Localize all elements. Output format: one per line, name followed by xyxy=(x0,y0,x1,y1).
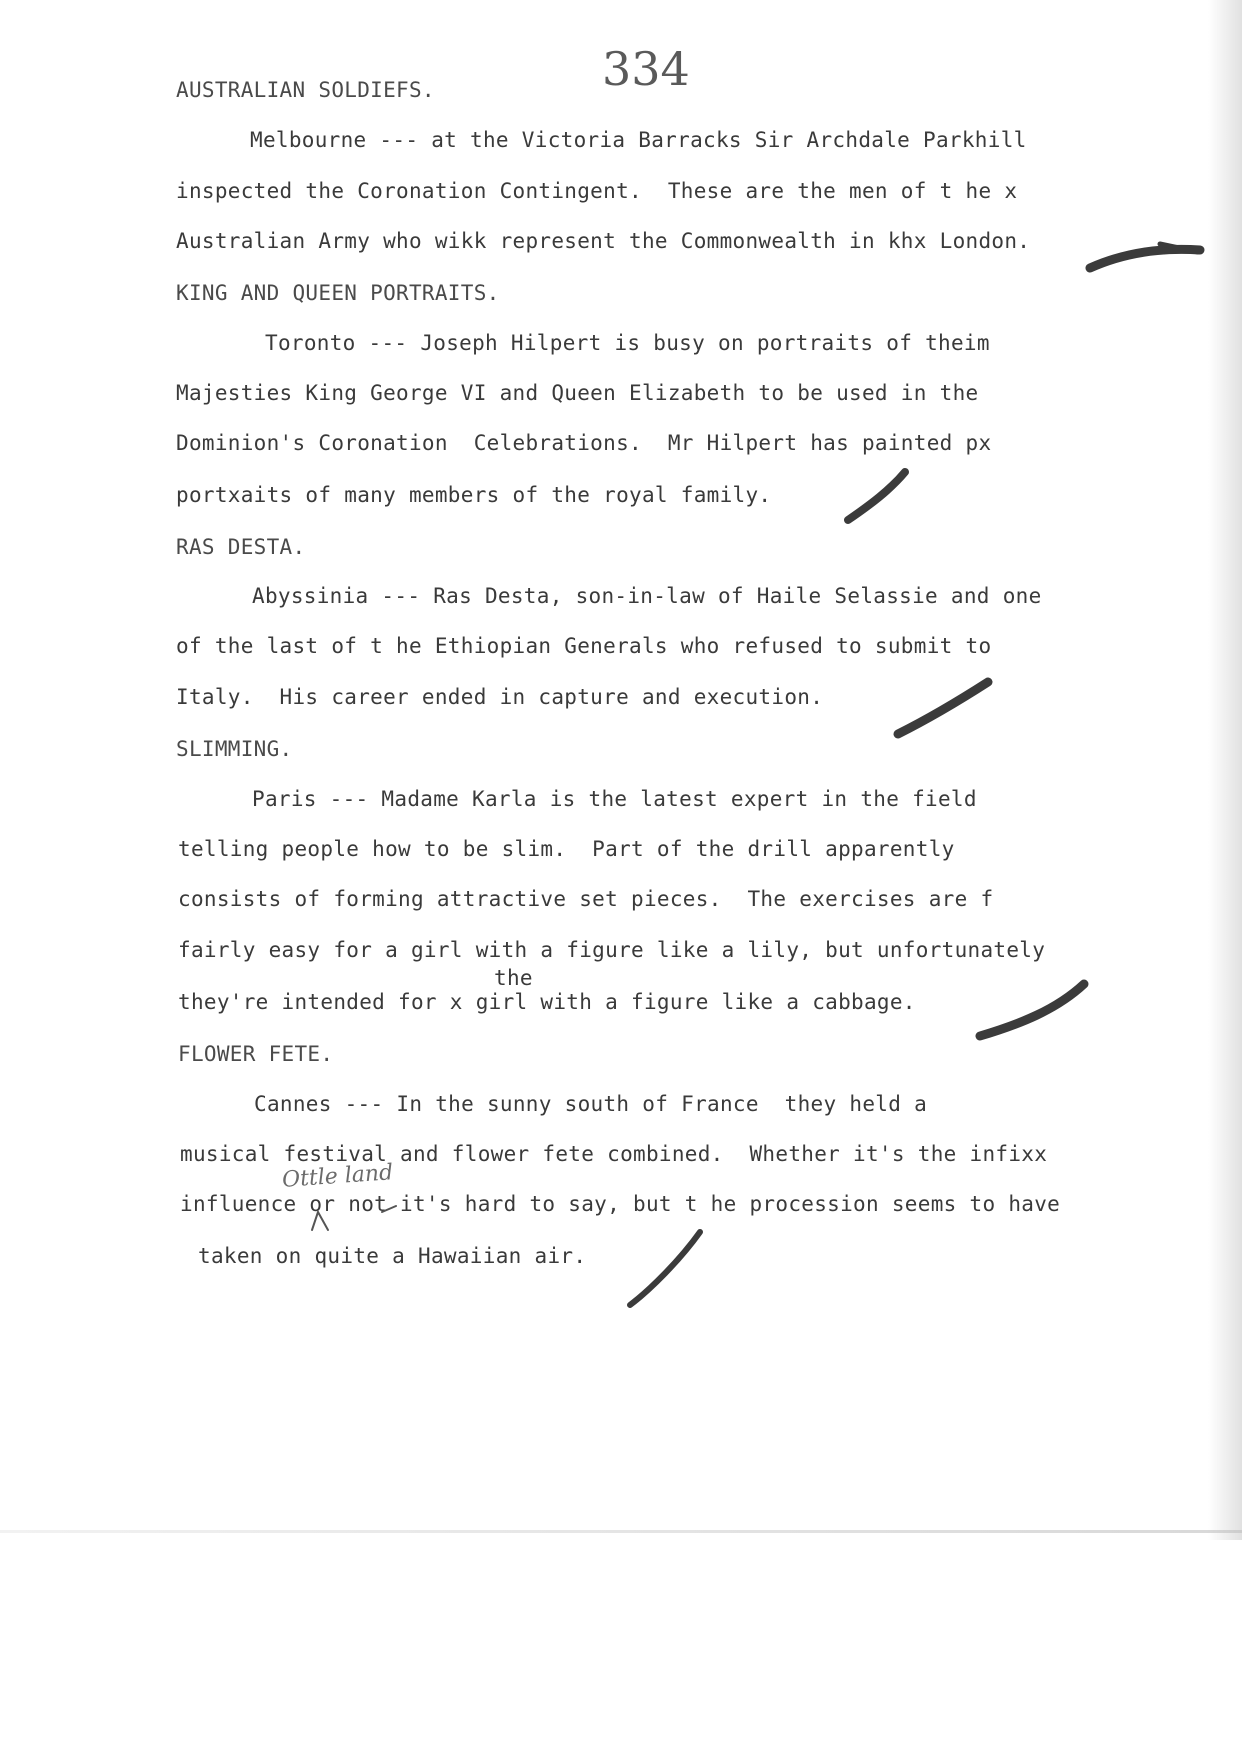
story-line: inspected the Coronation Contingent. These are the men of t he x xyxy=(176,179,1018,203)
story-heading-ras-desta: RAS DESTA. xyxy=(176,535,306,559)
story-line: telling people how to be slim. Part of the drill apparently xyxy=(178,837,955,861)
story-line: Paris --- Madame Karla is the latest expert in the field xyxy=(252,787,977,811)
story-line: taken on quite a Hawaiian air. xyxy=(198,1244,587,1268)
story-line: Dominion's Coronation Celebrations. Mr Hilpert has painted px xyxy=(176,431,992,455)
handwritten-page-number: 334 xyxy=(602,42,690,96)
pencil-end-mark-1b xyxy=(1160,244,1198,252)
story-heading-flower-fete: FLOWER FETE. xyxy=(178,1042,334,1066)
story-line: Melbourne --- at the Victoria Barracks Sir Archdale Parkhill xyxy=(250,128,1027,152)
page-bottom-edge xyxy=(0,1530,1242,1533)
pencil-end-mark-2 xyxy=(848,472,905,520)
story-line: Australian Army who wikk represent the Commonwealth in khx London. xyxy=(176,229,1031,253)
story-line: Italy. His career ended in capture and execution. xyxy=(176,685,824,709)
pencil-end-mark-5 xyxy=(630,1232,700,1305)
inserted-word-the: the xyxy=(494,966,533,990)
story-line: Majesties King George VI and Queen Elizabeth to be used in the xyxy=(176,381,979,405)
story-line: musical festival and flower fete combined. Whether it's the infixx xyxy=(180,1142,1048,1166)
story-heading-king-and-queen-portraits: KING AND QUEEN PORTRAITS. xyxy=(176,281,500,305)
story-line: portxaits of many members of the royal family. xyxy=(176,483,772,507)
page-edge-shadow xyxy=(1208,0,1242,1540)
story-heading-australian-soldiers: AUSTRALIAN SOLDIEFS. xyxy=(176,78,435,102)
story-line: Cannes --- In the sunny south of France they held a xyxy=(254,1092,928,1116)
pencil-end-mark-1 xyxy=(1090,249,1200,268)
story-line: they're intended for x girl with a figure like a cabbage. xyxy=(178,990,916,1014)
pencil-end-mark-3 xyxy=(898,682,988,734)
story-line: consists of forming attractive set pieces. The exercises are f xyxy=(178,887,994,911)
story-line: Toronto --- Joseph Hilpert is busy on portraits of theim xyxy=(265,331,990,355)
story-heading-slimming: SLIMMING. xyxy=(176,737,293,761)
story-line: of the last of t he Ethiopian Generals who refused to submit to xyxy=(176,634,992,658)
story-line: Abyssinia --- Ras Desta, son-in-law of Haile Selassie and one xyxy=(252,584,1042,608)
story-line: fairly easy for a girl with a figure like a lily, but unfortunately xyxy=(178,938,1046,962)
story-line: influence or not it's hard to say, but t he procession seems to have xyxy=(180,1192,1061,1216)
handwritten-insertion: Ottle land xyxy=(281,1160,394,1193)
pencil-end-mark-4 xyxy=(980,984,1084,1036)
